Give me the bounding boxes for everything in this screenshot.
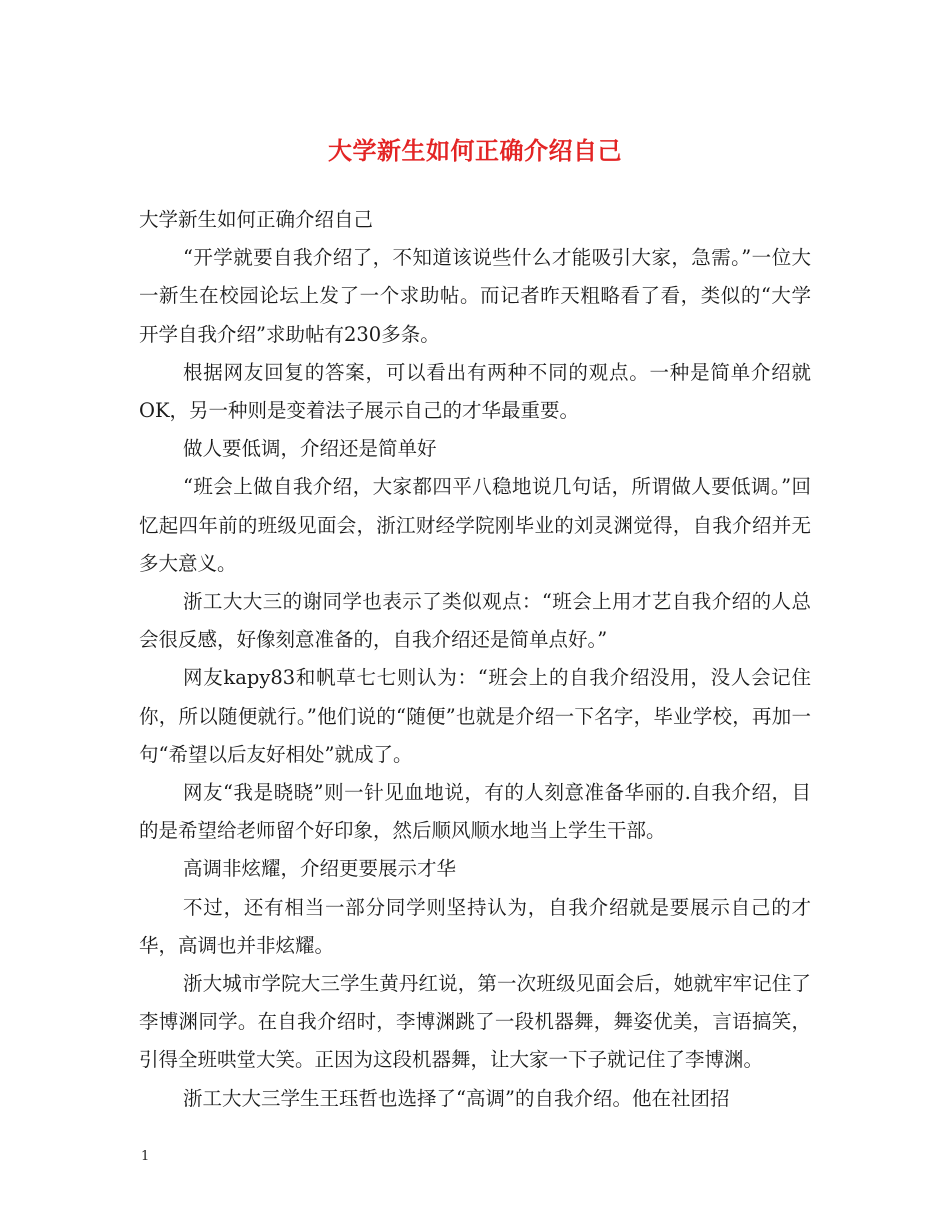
page-number: 1 — [141, 1149, 150, 1164]
document-body — [139, 201, 811, 1118]
paragraph: 网友“我是晓晓”则一针见血地说，有的人刻意准备华丽的.自我介绍，目的是希望给老师留个好印象，然后顺风顺水地当上学生干部。 — [139, 781, 811, 843]
paragraph: 浙大城市学院大三学生黄丹红说，第一次班级见面会后，她就牢牢记住了李博渊同学。在自我介绍时，李博渊跳了一段机器舞，舞姿优美，言语搞笑，引得全班哄堂大笑。正因为这段机器舞，让大家一下子就记住了李博渊。 — [139, 972, 811, 1072]
section-heading: 做人要低调，介绍还是简单好 — [183, 437, 437, 461]
paragraph: “开学就要自我介绍了，不知道该说些什么才能吸引大家，急需。”一位大一新生在校园论坛上发了一个求助帖。而记者昨天粗略看了看，类似的“大学开学自我介绍”求助帖有230多条。 — [139, 246, 811, 346]
document-title: 大学新生如何正确介绍自己 — [328, 136, 622, 165]
paragraph: 浙工大大三的谢同学也表示了类似观点：“班会上用才艺自我介绍的人总会很反感，好像刻意准备的，自我介绍还是简单点好。” — [139, 590, 811, 652]
paragraph: “班会上做自我介绍，大家都四平八稳地说几句话，所谓做人要低调。”回忆起四年前的班级见面会，浙江财经学院刚毕业的刘灵渊觉得，自我介绍并无多大意义。 — [139, 475, 811, 575]
section-heading: 高调非炫耀，介绍更要展示才华 — [183, 857, 457, 881]
paragraph: 浙工大大三学生王珏哲也选择了“高调”的自我介绍。他在社团招 — [183, 1086, 730, 1110]
paragraph: 网友kapy83和帆草七七则认为：“班会上的自我介绍没用，没人会记住你，所以随便就行。”他们说的“随便”也就是介绍一下名字，毕业学校，再加一句“希望以后友好相处”就成了。 — [139, 666, 811, 766]
paragraph: 根据网友回复的答案，可以看出有两种不同的观点。一种是简单介绍就OK，另一种则是变着法子展示自己的才华最重要。 — [139, 360, 811, 423]
paragraph: 不过，还有相当一部分同学则坚持认为，自我介绍就是要展示自己的才华，高调也并非炫耀。 — [139, 895, 811, 957]
paragraph-subtitle: 大学新生如何正确介绍自己 — [139, 208, 374, 231]
